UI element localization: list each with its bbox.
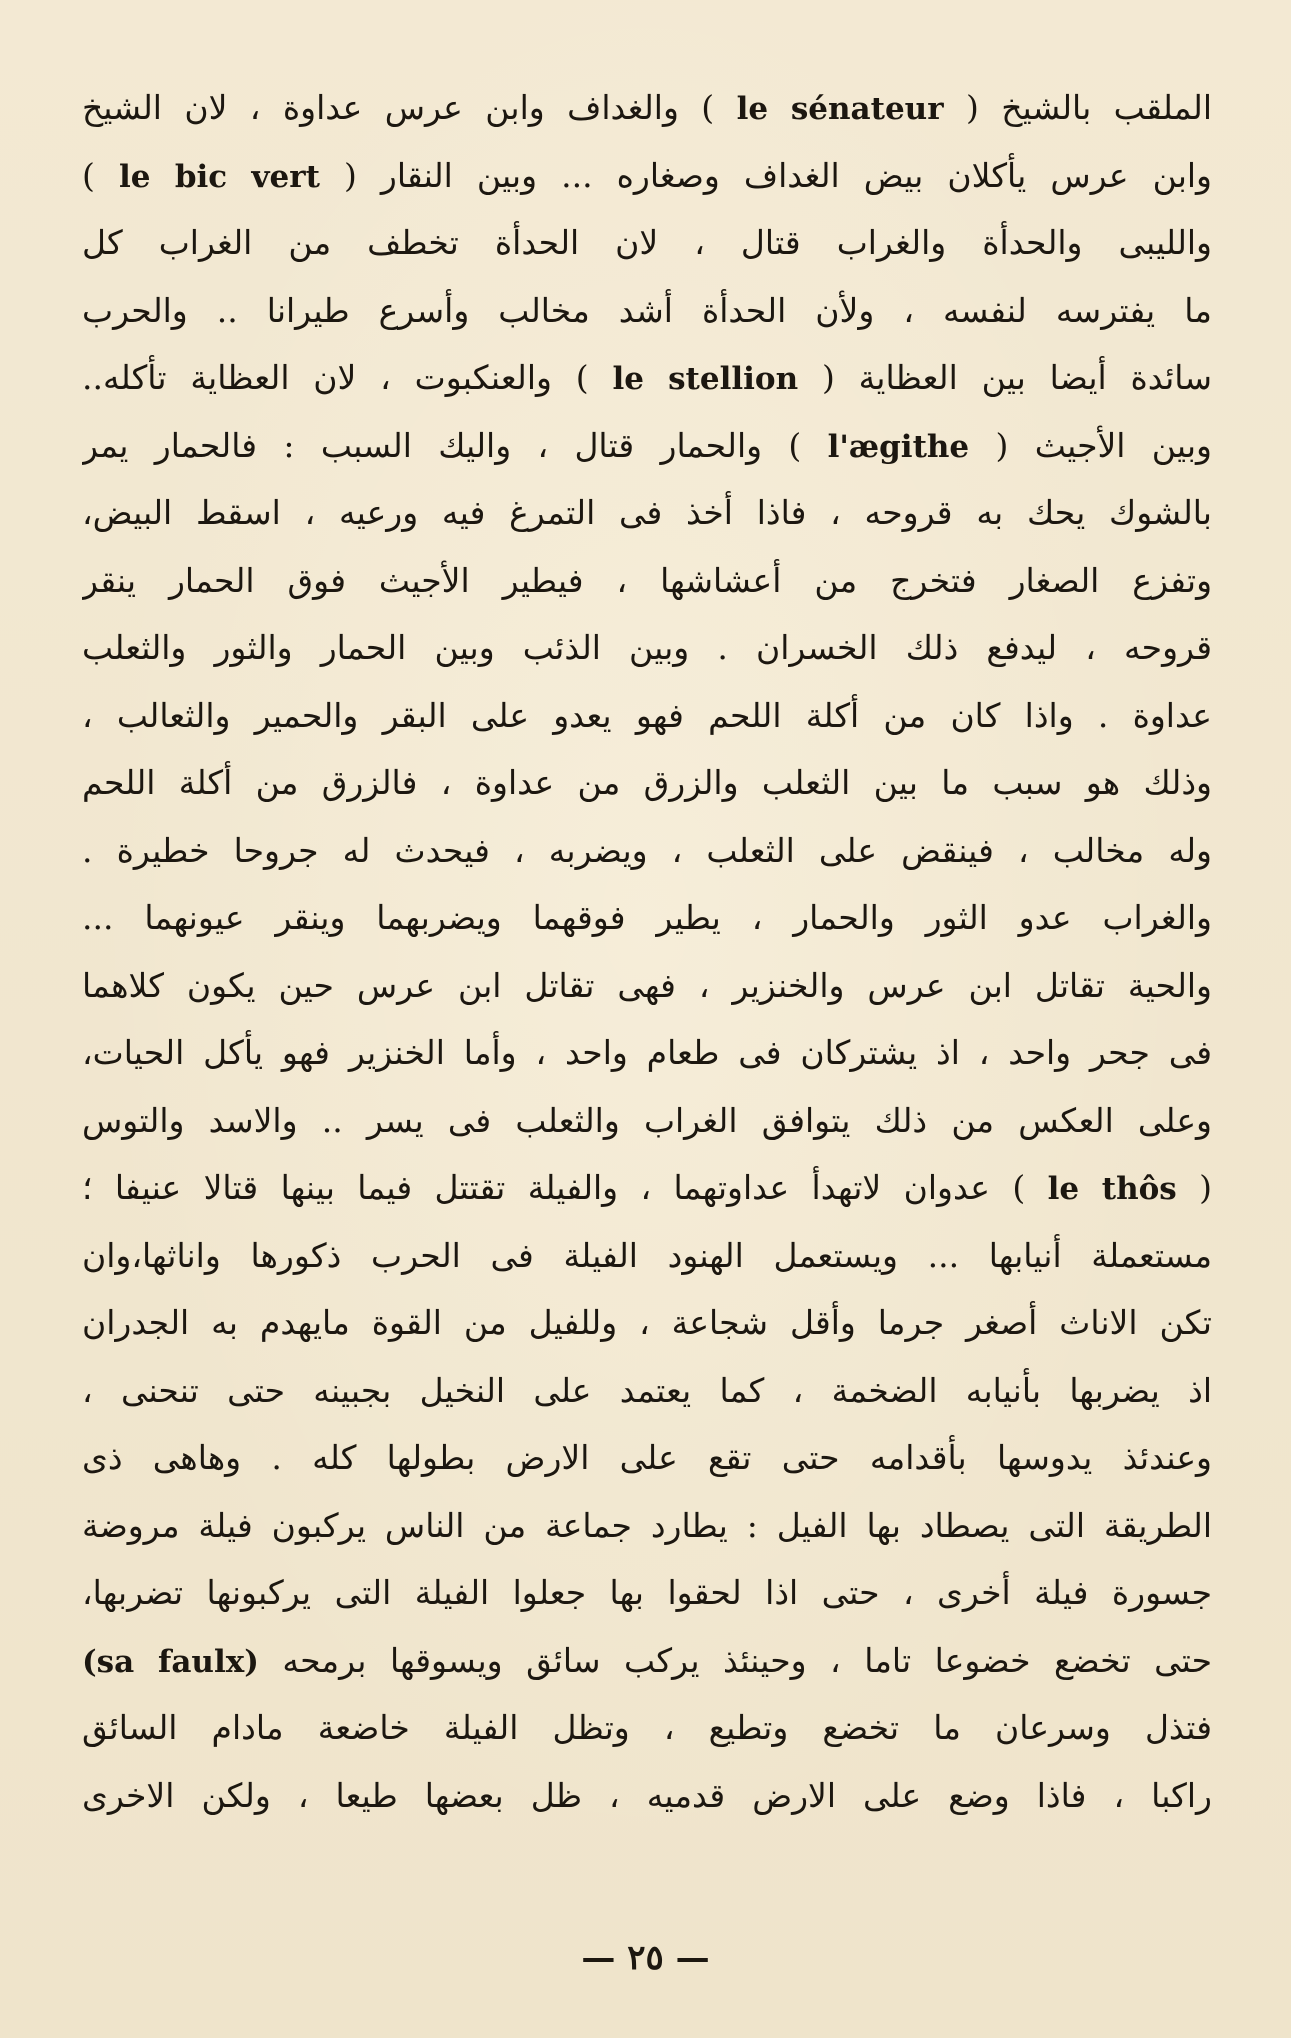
arabic-text: والغراب عدو الثور والحمار ، يطير فوقهما ويضربهما وينقر عيونهما ... — [82, 898, 1212, 937]
latin-term: le sénateur — [736, 91, 944, 127]
text-line — [82, 1019, 1212, 1087]
latin-term: l'ægithe — [827, 428, 970, 465]
arabic-text: ) عدوان لاتهدأ عداوتهما ، والفيلة تقتتل فيما بينها قتالا عنيفا ؛ — [82, 1168, 1026, 1207]
text-line — [82, 1424, 1212, 1492]
text-line — [82, 682, 1212, 750]
page-body-text — [82, 74, 1212, 1829]
text-line — [82, 1627, 1212, 1695]
text-line — [82, 479, 1212, 547]
arabic-text: حتى تخضع خضوعا تاما ، وحينئذ يركب سائق ويسوقها برمحه — [282, 1640, 1212, 1680]
text-line — [82, 614, 1212, 682]
text-line — [82, 817, 1212, 885]
arabic-text: فتذل وسرعان ما تخضع وتطيع ، وتظل الفيلة خاضعة مادام السائق — [82, 1708, 1212, 1747]
arabic-text: ) والحمار قتال ، واليك السبب : فالحمار يمر — [82, 425, 802, 465]
arabic-text: ) والغداف وابن عرس عداوة ، لان الشيخ — [82, 88, 715, 127]
arabic-text: وبين الأجيث ( — [995, 425, 1212, 465]
arabic-text: بالشوك يحك به قروحه ، فاذا أخذ فى التمرغ فيه ورعيه ، اسقط البيض، — [82, 493, 1212, 532]
latin-term: (sa faulx) — [82, 1643, 259, 1680]
arabic-text: وله مخالب ، فينقض على الثعلب ، ويضربه ، فيحدث له جروحا خطيرة . — [82, 830, 1212, 870]
text-line — [82, 547, 1212, 615]
arabic-text: سائدة أيضا بين العظاية ( — [821, 358, 1212, 397]
arabic-text: راكبا ، فاذا وضع على الارض قدميه ، ظل بعضها طيعا ، ولكن الاخرى — [82, 1775, 1212, 1815]
arabic-text: عداوة . واذا كان من أكلة اللحم فهو يعدو على البقر والحمير والثعالب ، — [82, 695, 1212, 735]
arabic-text: ( — [1199, 1168, 1212, 1207]
arabic-text: وابن عرس يأكلان بيض الغداف وصغاره ... وبين النقار ( — [343, 155, 1212, 195]
arabic-text: ما يفترسه لنفسه ، ولأن الحدأة أشد مخالب وأسرع طيرانا .. والحرب — [82, 290, 1212, 330]
arabic-text: تكن الاناث أصغر جرما وأقل شجاعة ، وللفيل من القوة مايهدم به الجدران — [82, 1303, 1212, 1342]
arabic-text: والحية تقاتل ابن عرس والخنزير ، فهى تقاتل ابن عرس حين يكون كلاهما — [82, 965, 1212, 1005]
text-line — [82, 1222, 1212, 1290]
text-line — [82, 1154, 1212, 1222]
arabic-text: قروحه ، ليدفع ذلك الخسران . وبين الذئب وبين الحمار والثور والثعلب — [82, 628, 1212, 667]
text-line — [82, 344, 1212, 412]
text-line — [82, 412, 1212, 480]
text-line — [82, 1694, 1212, 1762]
text-line — [82, 142, 1212, 210]
text-line — [82, 1357, 1212, 1425]
text-line — [82, 884, 1212, 952]
text-line — [82, 1087, 1212, 1155]
arabic-text: اذ يضربها بأنيابه الضخمة ، كما يعتمد على النخيل بجبينه حتى تنحنى ، — [82, 1370, 1212, 1410]
text-line — [82, 749, 1212, 817]
text-line — [82, 1762, 1212, 1830]
text-line — [82, 277, 1212, 345]
arabic-text: وذلك هو سبب ما بين الثعلب والزرق من عداوة ، فالزرق من أكلة اللحم — [82, 763, 1212, 802]
arabic-text: والليبى والحدأة والغراب قتال ، لان الحدأة تخطف من الغراب كل — [82, 223, 1212, 262]
text-line — [82, 952, 1212, 1020]
arabic-text: وتفزع الصغار فتخرج من أعشاشها ، فيطير الأجيث فوق الحمار ينقر — [82, 560, 1212, 600]
arabic-text: وعلى العكس من ذلك يتوافق الغراب والثعلب فى يسر .. والاسد والتوس — [82, 1100, 1212, 1140]
arabic-text: ) — [82, 155, 95, 195]
text-line — [82, 1559, 1212, 1627]
arabic-text: الملقب بالشيخ ( — [965, 88, 1212, 127]
page-number: — ٢٥ — — [581, 1938, 710, 1978]
text-line — [82, 1289, 1212, 1357]
arabic-text: الطريقة التى يصطاد بها الفيل : يطارد جماعة من الناس يركبون فيلة مروضة — [82, 1505, 1212, 1545]
latin-term: le bic vert — [118, 158, 320, 195]
text-line — [82, 1492, 1212, 1560]
text-line — [82, 74, 1212, 142]
latin-term: le thôs — [1047, 1171, 1177, 1207]
arabic-text: وعندئذ يدوسها بأقدامه حتى تقع على الارض بطولها كله . وهاهى ذى — [82, 1438, 1212, 1477]
arabic-text: فى جحر واحد ، اذ يشتركان فى طعام واحد ، وأما الخنزير فهو يأكل الحيات، — [82, 1033, 1212, 1072]
arabic-text: جسورة فيلة أخرى ، حتى اذا لحقوا بها جعلوا الفيلة التى يركبونها تضربها، — [82, 1573, 1212, 1612]
text-line — [82, 209, 1212, 277]
arabic-text: مستعملة أنيابها ... ويستعمل الهنود الفيلة فى الحرب ذكورها واناثها،وان — [82, 1235, 1212, 1275]
latin-term: le stellion — [612, 361, 799, 397]
arabic-text: ) والعنكبوت ، لان العظاية تأكله.. — [82, 358, 589, 397]
